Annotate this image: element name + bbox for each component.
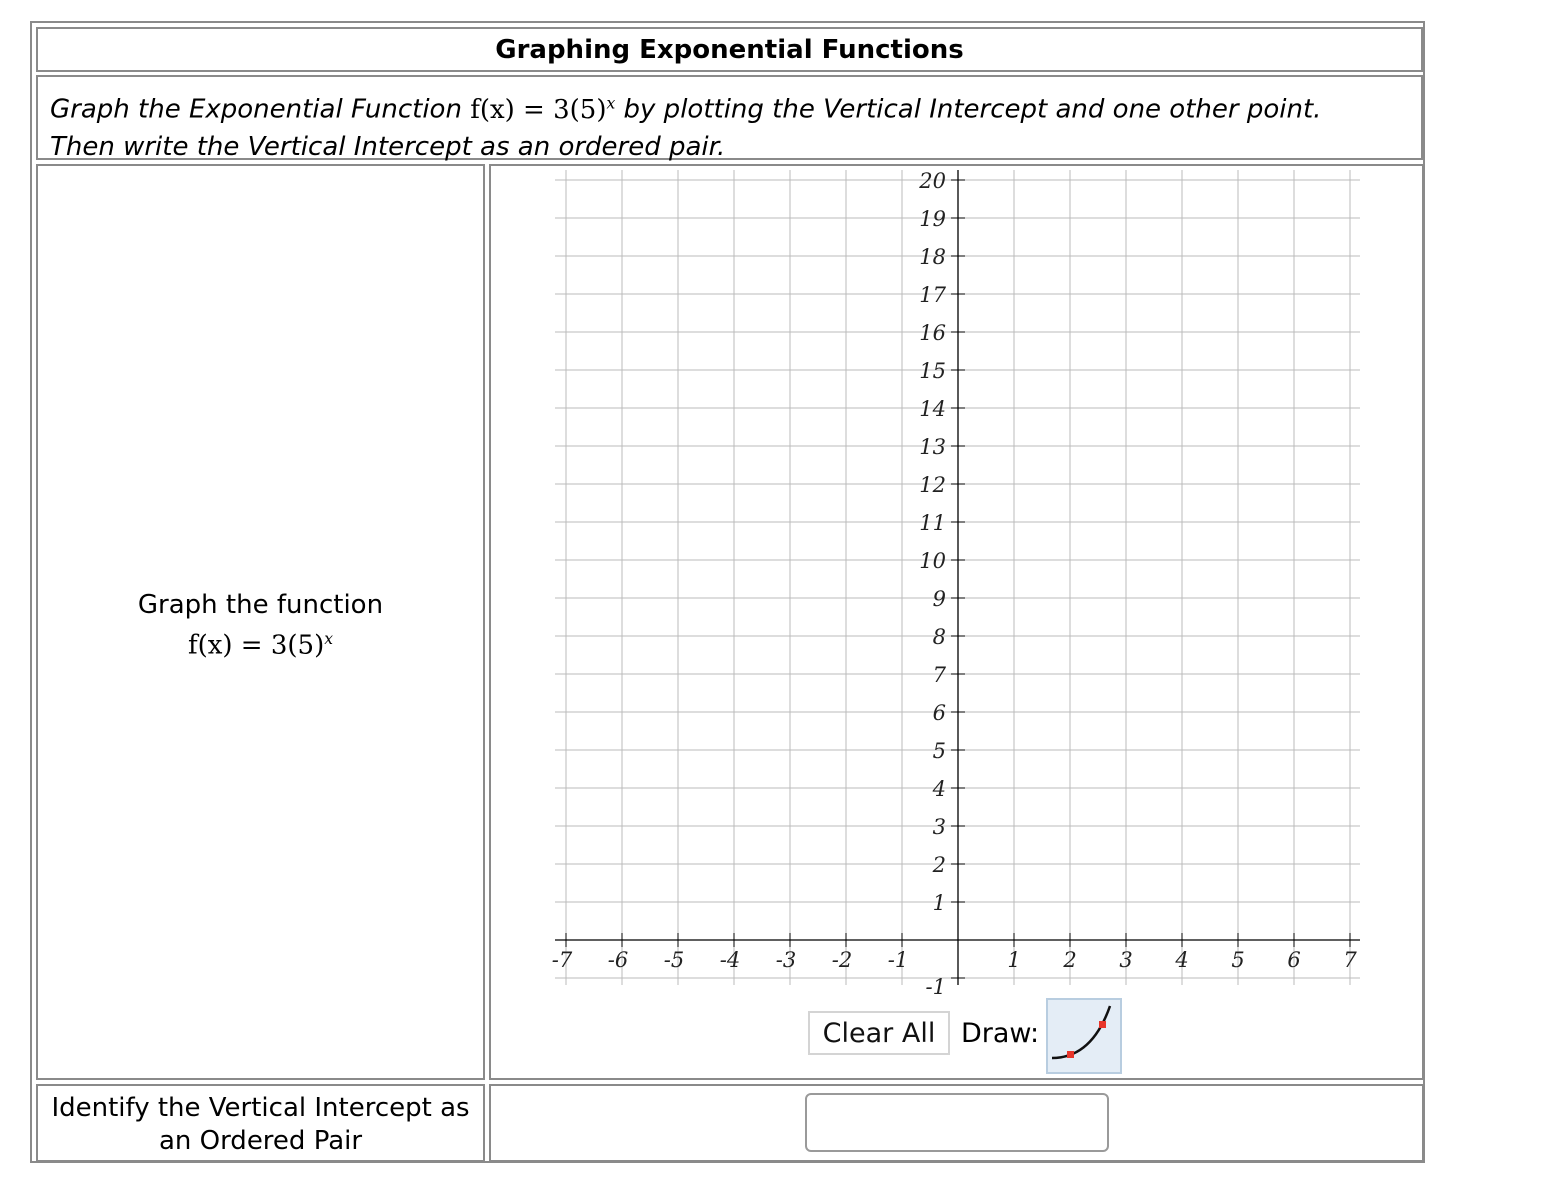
graph-label-cell: [36, 164, 485, 1080]
tick-labels: [552, 169, 1358, 995]
y-tick-label: -1: [925, 975, 946, 995]
y-tick-label: 4: [932, 777, 946, 801]
x-tick-label: -7: [551, 948, 573, 972]
y-tick-label: 8: [932, 625, 946, 649]
y-tick-label: 18: [919, 245, 946, 269]
page-title: Graphing Exponential Functions: [495, 35, 964, 65]
y-tick-label: 13: [919, 435, 946, 459]
y-tick-label: 5: [932, 739, 946, 763]
y-tick-label: 12: [919, 473, 946, 497]
y-tick-label: 19: [919, 207, 946, 231]
y-tick-label: 1: [932, 891, 946, 915]
instructions-cell: [36, 75, 1423, 160]
y-tick-label: 2: [932, 853, 946, 877]
x-tick-label: -6: [607, 948, 629, 972]
x-tick-label: -2: [831, 948, 853, 972]
x-tick-label: -4: [719, 948, 741, 972]
vertical-intercept-input[interactable]: [805, 1093, 1109, 1152]
x-tick-label: 1: [1007, 948, 1021, 972]
y-tick-label: 9: [932, 587, 946, 611]
graph-label-function-exponent: x: [324, 630, 334, 648]
draw-label: Draw:: [961, 1018, 1040, 1049]
y-tick-label: 11: [919, 511, 946, 535]
x-tick-label: 6: [1287, 948, 1301, 972]
y-tick-label: 16: [919, 321, 946, 345]
question-label-line1: Identify the Vertical Intercept as: [51, 1093, 470, 1123]
graph-label-function-base: f(x) = 3(5): [187, 630, 325, 661]
x-tick-label: 2: [1063, 948, 1077, 972]
graph-label: Graph the function: [137, 590, 384, 620]
instructions-text: [50, 85, 1321, 166]
y-tick-label: 7: [932, 663, 946, 687]
y-tick-label: 6: [932, 701, 946, 725]
exponential-curve-icon: [1048, 1000, 1120, 1072]
question-cell: [36, 1084, 485, 1162]
instructions-line2: Then write the Vertical Intercept as an ordered pair.: [50, 131, 726, 162]
x-tick-label: 3: [1119, 948, 1133, 972]
y-tick-label: 15: [919, 359, 946, 383]
title-cell: [36, 27, 1423, 72]
x-tick-label: 7: [1343, 948, 1357, 972]
instructions-line1-end: by plotting the Vertical Intercept and one other point.: [623, 94, 1322, 125]
x-tick-label: 5: [1231, 948, 1245, 972]
y-tick-label: 10: [919, 549, 946, 573]
instructions-function-base: f(x) = 3(5): [470, 94, 607, 125]
instructions-function: [470, 95, 615, 125]
y-tick-label: 17: [919, 283, 946, 307]
x-tick-label: -5: [663, 948, 685, 972]
coordinate-plane[interactable]: [545, 165, 1375, 995]
clear-all-button[interactable]: Clear All: [808, 1011, 950, 1055]
y-tick-label: 14: [919, 397, 946, 421]
y-tick-label: 20: [919, 169, 946, 193]
graph-label-function: [38, 622, 483, 663]
x-tick-label: 4: [1175, 948, 1189, 972]
draw-tool-button[interactable]: [1046, 998, 1122, 1074]
question-label-line2: an Ordered Pair: [158, 1126, 363, 1156]
x-tick-label: -1: [887, 948, 909, 972]
instructions-function-exponent: x: [606, 94, 616, 112]
x-tick-label: -3: [775, 948, 797, 972]
y-tick-label: 3: [932, 815, 946, 839]
instructions-line1-start: Graph the Exponential Function: [50, 94, 462, 125]
axes: [555, 170, 1360, 985]
